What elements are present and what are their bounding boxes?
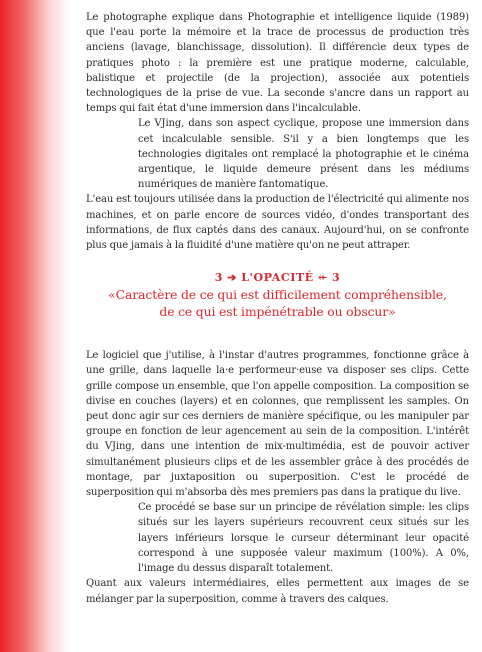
paragraph-vjing-indented: Le VJing, dans son aspect cyclique, propose une immersion dans cet incalculable sensible. S'il y a bien longtemps que les technologies digitales ont remplacé la photographie et le cinéma argentique, le liquide demeure présent dans les médiums numériques de manière fantomatique. bbox=[138, 118, 469, 191]
document-page bbox=[86, 10, 469, 607]
section-quote-line-2: de ce qui est impénétrable ou obscur» bbox=[159, 304, 396, 320]
spacer bbox=[86, 320, 469, 348]
section-quote-line-1: «Caractère de ce qui est difficilement compréhensible, bbox=[108, 287, 447, 303]
paragraph-vjing-rest: L'eau est toujours utilisée dans la production de l'électricité qui alimente nos machines, et on parle encore de sources vidéo, d'ondes transportant des informations, de flux captés dans des canaux. Aujourd'hui, on se confronte plus que jamais à la fluidité d'une matière qu'on ne peut attraper. bbox=[86, 194, 469, 252]
section-heading bbox=[86, 268, 469, 320]
red-gradient-edge bbox=[0, 0, 70, 652]
spacer bbox=[86, 253, 469, 268]
paragraph-software-grid: Le logiciel que j'utilise, à l'instar d'autres programmes, fonctionne grâce à une grille, dans laquelle la·e performeur·euse va disposer ses clips. Cette grille compose un ensemble, que l'on appelle composition. La composition se divise en couches (layers) et en colonnes, que remplissent les samples. On peut donc agir sur ces derniers de manière spécifique, ou les manipuler par groupe en fonction de leur agencement au sein de la composition. L'intérêt du VJing, dans une intention de mix-multimédia, est de pouvoir activer simultanément plusieurs clips et de les assembler grâce à des procédés de montage, par juxtaposition ou superposition. C'est le procédé de superposition qui m'absorba dès mes premiers pas dans la pratique du live. bbox=[86, 350, 469, 499]
paragraph-opacity-indented: Ce procédé se base sur un principe de révélation simple: les clips situés sur les layers supérieurs recouvrent ceux situés sur les layers inférieurs lorsque le curseur déterminant leur opacité correspond à une supposée valeur maximum (100%). A 0%, l'image du dessus disparaît totalement. bbox=[138, 502, 469, 575]
paragraph-opacity-rest: Quant aux valeurs intermédiaires, elles permettent aux images de se mélanger par la superposition, comme à travers des calques. bbox=[86, 578, 469, 605]
section-number-title: 3 ➔ L'OPACITÉ ⇷ 3 bbox=[214, 271, 341, 285]
paragraph-intro: Le photographe explique dans Photographie et intelligence liquide (1989) que l'eau porte la mémoire et la trace de processus de production très anciens (lavage, blanchissage, dissolution). Il différencie deux types de pratiques photo : la première est une pratique moderne, calculable, balistique et projectile (de la projection), associée aux potentiels technologiques de la prise de vue. La seconde s'ancre dans un rapport au temps qui fait état d'une immersion dans l'incalculable. bbox=[86, 12, 469, 115]
